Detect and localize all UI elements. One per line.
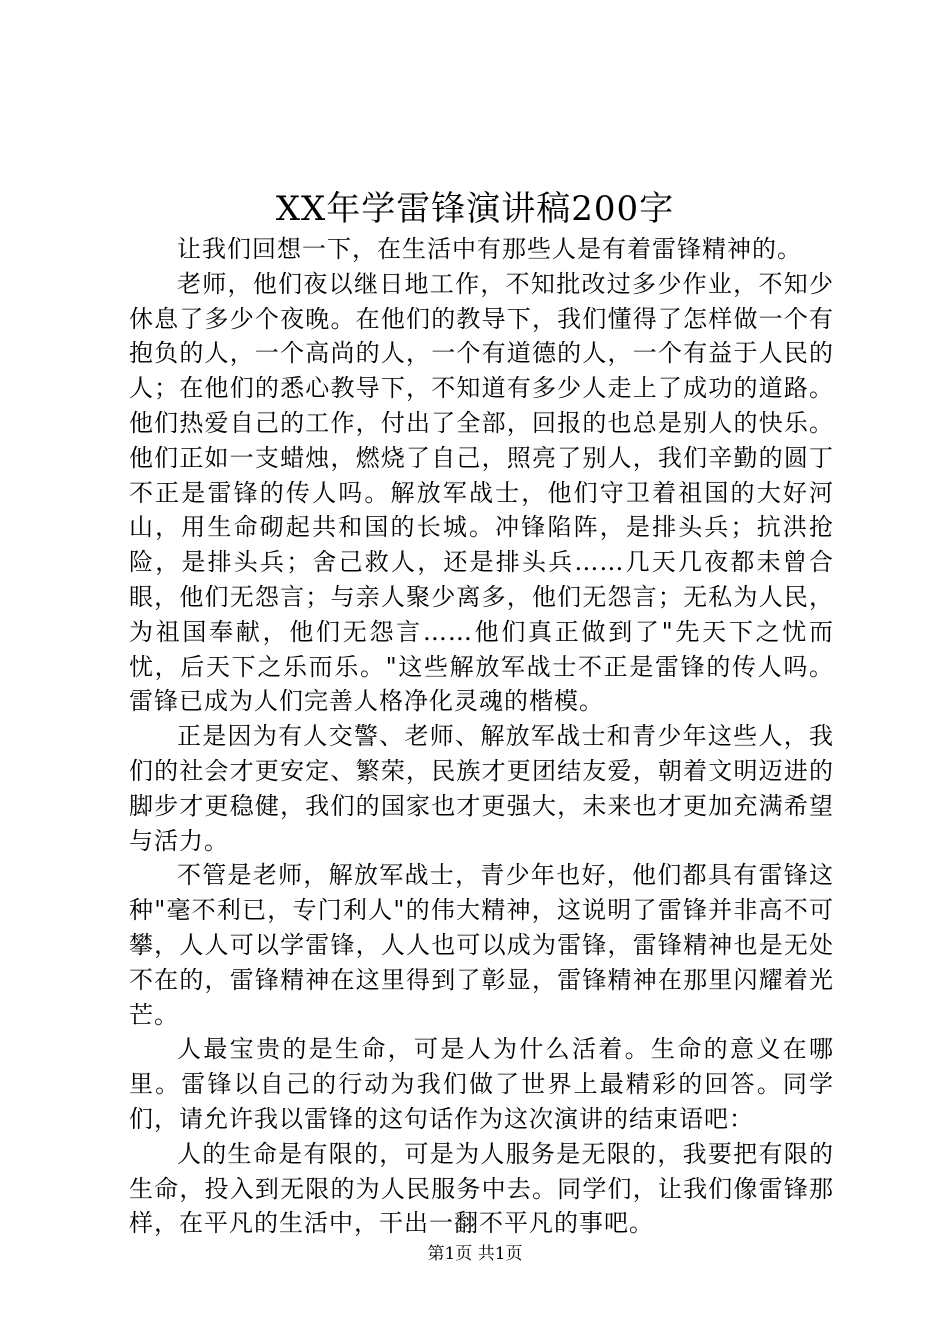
paragraph-1: 让我们回想一下，在生活中有那些人是有着雷锋精神的。 [177, 235, 802, 263]
paragraph-5: 人最宝贵的是生命，可是人为什么活着。生命的意义在哪里。雷锋以自己的行动为我们做了世界上最精彩的回答。同学们，请允许我以雷锋的这句话作为这次演讲的结束语吧： [129, 1035, 834, 1133]
paragraph-4: 不管是老师，解放军战士，青少年也好，他们都具有雷锋这种"毫不利已，专门利人"的伟大精神，这说明了雷锋并非高不可攀，人人可以学雷锋，人人也可以成为雷锋，雷锋精神也是无处不在的，雷锋精神在这里得到了彰显，雷锋精神在那里闪耀着光芒。 [129, 861, 834, 1029]
paragraph-2: 老师，他们夜以继日地工作，不知批改过多少作业，不知少休息了多少个夜晚。在他们的教导下，我们懂得了怎样做一个有抱负的人，一个高尚的人，一个有道德的人，一个有益于人民的人；在他们的悉心教导下，不知道有多少人走上了成功的道路。他们热爱自己的工作，付出了全部，回报的也总是别人的快乐。他们正如一支蜡烛，燃烧了自己，照亮了别人，我们辛勤的圆丁不正是雷锋的传人吗。解放军战士，他们守卫着祖国的大好河山，用生命砌起共和国的长城。冲锋陷阵，是排头兵；抗洪抢险，是排头兵；舍己救人，还是排头兵……几天几夜都未曾合眼，他们无怨言；与亲人聚少离多，他们无怨言；无私为人民，为祖国奉献，他们无怨言……他们真正做到了"先天下之忧而忧，后天下之乐而乐。"这些解放军战士不正是雷锋的传人吗。雷锋已成为人们完善人格净化灵魂的楷模。 [129, 269, 834, 716]
paragraph-3: 正是因为有人交警、老师、解放军战士和青少年这些人，我们的社会才更安定、繁荣，民族才更团结友爱，朝着文明迈进的脚步才更稳健，我们的国家也才更强大，未来也才更加充满希望与活力。 [129, 722, 834, 855]
document-title: XX年学雷锋演讲稿200字 [275, 189, 675, 229]
page-footer: 第1页 共1页 [427, 1244, 523, 1264]
document-body [129, 232, 834, 1241]
paragraph-6: 人的生命是有限的，可是为人服务是无限的，我要把有限的生命，投入到无限的为人民服务中去。同学们，让我们像雷锋那样，在平凡的生活中，干出一翻不平凡的事吧。 [129, 1139, 834, 1238]
